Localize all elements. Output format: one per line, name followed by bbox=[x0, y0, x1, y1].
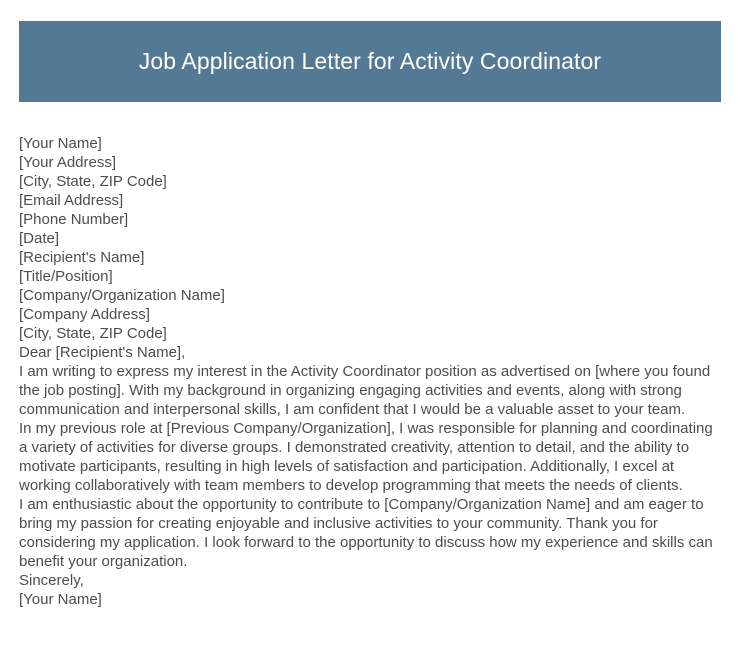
letter-paragraph: In my previous role at [Previous Company/Organization], I was responsible for planning and coordinating a variety of activities for diverse groups. I demonstrated creativity, attention to detail, and the ability to motivate participants, resulting in high levels of satisfaction and participation. Additionally, I excel at working collaboratively with team members to develop programming that meets the needs of clients. bbox=[19, 420, 713, 494]
recipient-line: [Title/Position] bbox=[19, 268, 113, 285]
letter-paragraph: I am writing to express my interest in the Activity Coordinator position as advertised on [where you found the job posting]. With my background in organizing engaging activities and events, along with strong communication and interpersonal skills, I am confident that I would be a valuable asset to your team. bbox=[19, 363, 711, 418]
letter-body bbox=[19, 134, 721, 609]
page-title: Job Application Letter for Activity Coordinator bbox=[138, 47, 602, 74]
sender-address-block bbox=[19, 134, 721, 248]
sender-line: [Your Name] bbox=[19, 135, 102, 152]
recipient-line: [Company Address] bbox=[19, 306, 150, 323]
document-header-banner bbox=[19, 21, 721, 102]
recipient-line: [Recipient's Name] bbox=[19, 249, 145, 266]
sender-line: [Date] bbox=[19, 230, 60, 247]
recipient-line: [City, State, ZIP Code] bbox=[19, 325, 167, 342]
letter-paragraph: I am enthusiastic about the opportunity to contribute to [Company/Organization Name] and am eager to bring my passion for creating enjoyable and inclusive activities to your community. Thank you for considering my application. I look forward to the opportunity to discuss how my experience and skills can benefit your organization. bbox=[19, 496, 713, 570]
salutation: Dear [Recipient's Name], bbox=[19, 344, 186, 361]
closing-salutation: Sincerely, bbox=[19, 572, 84, 589]
recipient-address-block bbox=[19, 248, 721, 343]
signature-line: [Your Name] bbox=[19, 591, 102, 608]
sender-line: [Phone Number] bbox=[19, 211, 129, 228]
sender-line: [City, State, ZIP Code] bbox=[19, 173, 167, 190]
recipient-line: [Company/Organization Name] bbox=[19, 287, 225, 304]
sender-line: [Email Address] bbox=[19, 192, 124, 209]
sender-line: [Your Address] bbox=[19, 154, 117, 171]
